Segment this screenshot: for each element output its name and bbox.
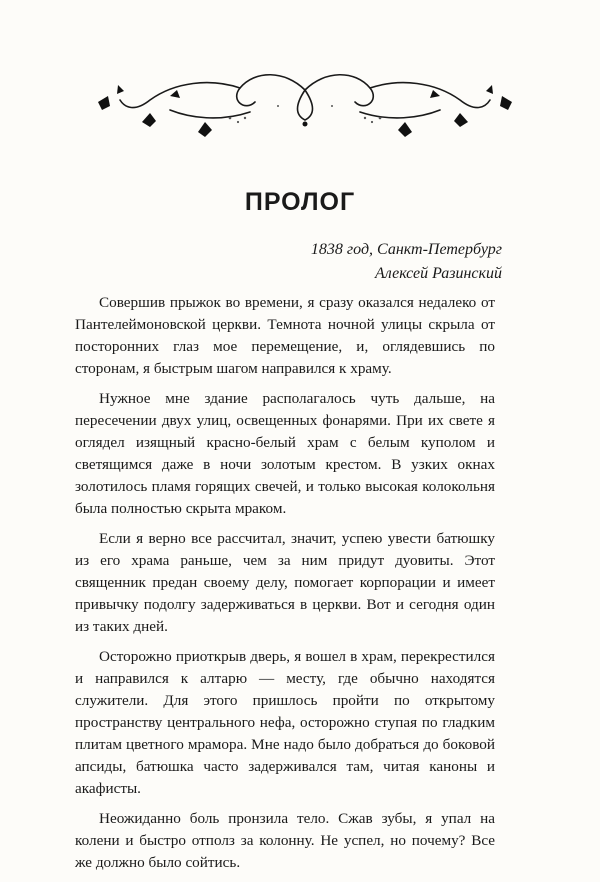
epigraph-date-place: 1838 год, Санкт-Петербург	[310, 241, 502, 258]
epigraph	[311, 238, 502, 286]
body-text	[75, 292, 495, 882]
paragraph: Совершив прыжок во времени, я сразу оказался недалеко от Пантелеймоновской церкви. Темнота ночной улицы скрыла от посторонних глаз мое перемещение, и, оглядевшись по сторонам, я быстрым шагом направился к храму.	[75, 294, 495, 377]
paragraph: Осторожно приоткрыв дверь, я вошел в храм, перекрестился и направился к алтарю — месту, где обычно находятся служители. Для этого пришлось пройти по открытому пространству центрального нефа, осторожно ступая по гладким плитам цветного мрамора. Мне надо было добраться до боковой апсиды, батюшка часто задерживался там, читая каноны и акафисты.	[75, 648, 495, 797]
paragraph: Если я верно все рассчитал, значит, успею увести батюшку из его храма раньше, чем за ним придут дуовиты. Этот священник предан своему делу, помогает корпорации и имеет привычку подолгу задерживаться в церкви. Вот и сегодня один из таких дней.	[75, 530, 495, 635]
epigraph-author: Алексей Разинский	[374, 265, 502, 282]
paragraph: Неожиданно боль пронзила тело. Сжав зубы, я упал на колени и быстро отполз за колонну. Не успел, но почему? Все же должно было сойтись.	[75, 810, 495, 871]
bleed-through-header	[60, 44, 530, 56]
paragraph: Нужное мне здание располагалось чуть дальше, на пересечении двух улиц, освещенных фонарями. При их свете я оглядел изящный красно-белый храм с белым куполом и светящимся даже в ночи золотым крестом. В узких окнах золотилось пламя горящих свечей, и только высокая колокольня была полностью скрыта мраком.	[75, 390, 495, 517]
floral-ornament	[80, 60, 530, 150]
chapter-title: ПРОЛОГ	[244, 188, 356, 216]
